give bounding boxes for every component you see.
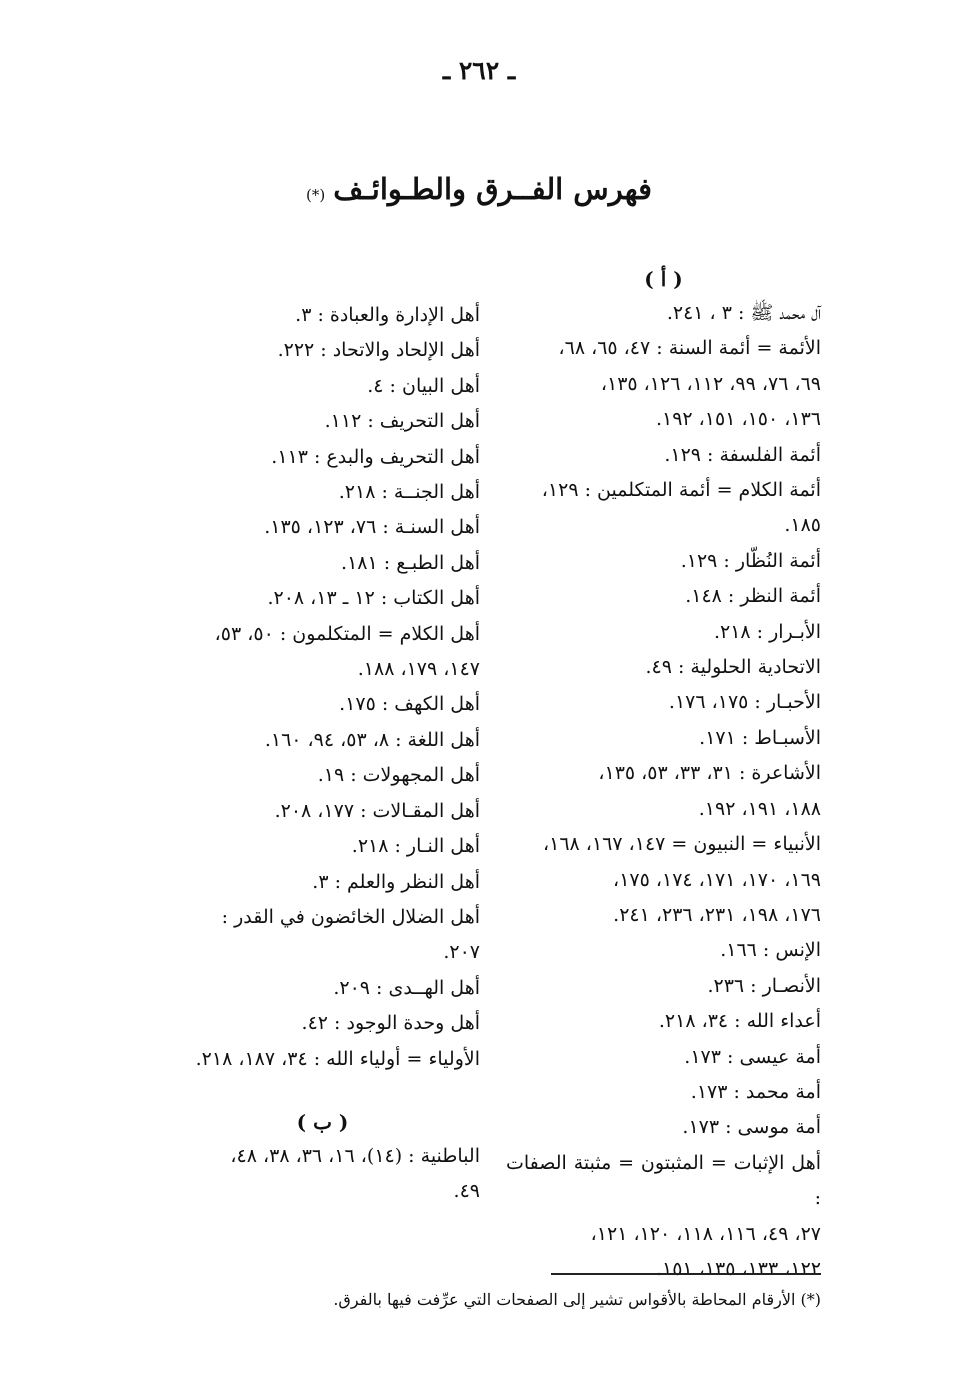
- footnote-marker: (*): [306, 185, 326, 204]
- index-entry: أهل المجهولات : ١٩.: [317, 764, 480, 787]
- index-entry: أمة عيسى : ١٧٣.: [684, 1045, 821, 1068]
- index-entry: أهل الإدارة والعبادة : ٣.: [295, 304, 480, 326]
- index-entry: الباطنية : (١٤)، ١٦، ٣٦، ٣٨، ٤٨،: [230, 1144, 480, 1167]
- footnote-divider: [551, 1273, 821, 1275]
- index-entry: الأبـرار : ٢١٨.: [713, 620, 821, 643]
- index-entry: ١٧٦، ١٩٨، ٢٣١، ٢٣٦، ٢٤١.: [613, 903, 821, 926]
- index-entry: ١٨٨، ١٩١، ١٩٢.: [698, 797, 821, 820]
- index-entry: ١٢٢، ١٣٣، ١٣٥، ١٥١.: [655, 1257, 821, 1280]
- index-entry: الأسبـاط : ١٧١.: [699, 726, 821, 749]
- index-entry: أهل النـار : ٢١٨.: [351, 835, 480, 858]
- index-entry: أمة محمد : ١٧٣.: [690, 1080, 821, 1103]
- index-entry: ١٦٩، ١٧٠، ١٧١، ١٧٤، ١٧٥،: [613, 868, 821, 891]
- footnote: (*) الأرقام المحاطة بالأقواس تشير إلى الصفحات التي عرِّفت فيها بالفرق.: [333, 1290, 821, 1309]
- index-entry: الإنس : ١٦٦.: [720, 939, 821, 962]
- index-entry: الأئمة = أئمة السنة : ٤٧، ٦٥، ٦٨،: [558, 337, 821, 360]
- index-entry: ١٣٦، ١٥٠، ١٥١، ١٩٢.: [655, 408, 821, 431]
- right-column: [506, 262, 821, 1287]
- index-entry: أهل التحريف : ١١٢.: [324, 410, 480, 433]
- index-entry: الأشاعرة : ٣١، ٣٣، ٥٣، ١٣٥،: [598, 762, 821, 785]
- index-entry: الاتحادية الحلولية : ٤٩.: [645, 656, 821, 679]
- index-entry: ٦٩، ٧٦، ٩٩، ١١٢، ١٢٦، ١٣٥،: [600, 372, 821, 395]
- index-entry: الأحبـار : ١٧٥، ١٧٦.: [668, 691, 821, 714]
- index-entry: ٢٧، ٤٩، ١١٦، ١١٨، ١٢٠، ١٢١،: [590, 1222, 821, 1245]
- index-entry: الأنبياء = النبيون = ١٤٧، ١٦٧، ١٦٨،: [543, 833, 821, 856]
- index-entry: أهل الكتاب : ١٢ ـ ١٣، ٢٠٨.: [267, 587, 480, 610]
- index-entry: أهل الكلام = المتكلمون : ٥٠، ٥٣،: [214, 622, 480, 645]
- index-entry: ١٨٥.: [784, 514, 821, 537]
- section-letter-alif: ( أ ): [644, 267, 683, 291]
- index-entry: أهل النظر والعلم : ٣.: [312, 870, 480, 893]
- index-entry: أهل وحدة الوجود : ٤٢.: [301, 1012, 480, 1035]
- index-entry: أهل الهــدى : ٢٠٩.: [333, 976, 480, 999]
- index-entry: أهل الكهف : ١٧٥.: [339, 693, 480, 716]
- page-number: ـ ٢٦٢ ـ: [442, 56, 516, 85]
- index-entry: أهل الإثبات = المثبتون = مثبتة الصفات :: [506, 1151, 821, 1210]
- index-entry: أئمة النظر : ١٤٨.: [685, 585, 821, 608]
- title-block: [0, 172, 958, 206]
- index-entry: أهل الضلال الخائضون في القدر :: [221, 905, 480, 928]
- index-entry: أهل الجنــة : ٢١٨.: [338, 481, 480, 504]
- index-entry: آل محمد ﷺ : ٣ ، ٢٤١.: [666, 302, 821, 324]
- index-entry: ١٤٧، ١٧٩، ١٨٨.: [357, 658, 480, 681]
- column-top-spacer: [165, 262, 480, 298]
- index-entry: أهل التحريف والبدع : ١١٣.: [271, 445, 480, 468]
- index-entry: أمة موسى : ١٧٣.: [682, 1116, 821, 1139]
- index-entry: أهل السنـة : ٧٦، ١٢٣، ١٣٥.: [264, 516, 480, 539]
- index-entry: أهل اللغة : ٨، ٥٣، ٩٤، ١٦٠.: [264, 728, 480, 751]
- section-letter-ba: ( ب ): [296, 1109, 349, 1134]
- index-entry: أهل المقـالات : ١٧٧، ٢٠٨.: [274, 799, 480, 822]
- index-entry: الأولياء = أولياء الله : ٣٤، ١٨٧، ٢١٨.: [195, 1047, 480, 1070]
- index-entry: أعداء الله : ٣٤، ٢١٨.: [658, 1010, 821, 1033]
- index-entry: أهل الإلحاد والاتحاد : ٢٢٢.: [277, 339, 480, 362]
- index-entry: أئمة الفلسفة : ١٢٩.: [664, 443, 821, 466]
- page-title: فهرس الفــرق والطـوائـف: [333, 172, 652, 206]
- left-column: [165, 262, 480, 1210]
- index-entry: أئمة النُظّار : ١٢٩.: [680, 549, 821, 572]
- index-entry: ٤٩.: [453, 1180, 480, 1203]
- index-entry: أئمة الكلام = أئمة المتكلمين : ١٢٩،: [541, 479, 821, 502]
- index-entry: ٢٠٧.: [443, 941, 480, 964]
- index-entry: أهل البيان : ٤.: [367, 374, 480, 397]
- index-entry: أهل الطبـع : ١٨١.: [341, 551, 480, 574]
- index-entry: الأنصـار : ٢٣٦.: [707, 974, 821, 997]
